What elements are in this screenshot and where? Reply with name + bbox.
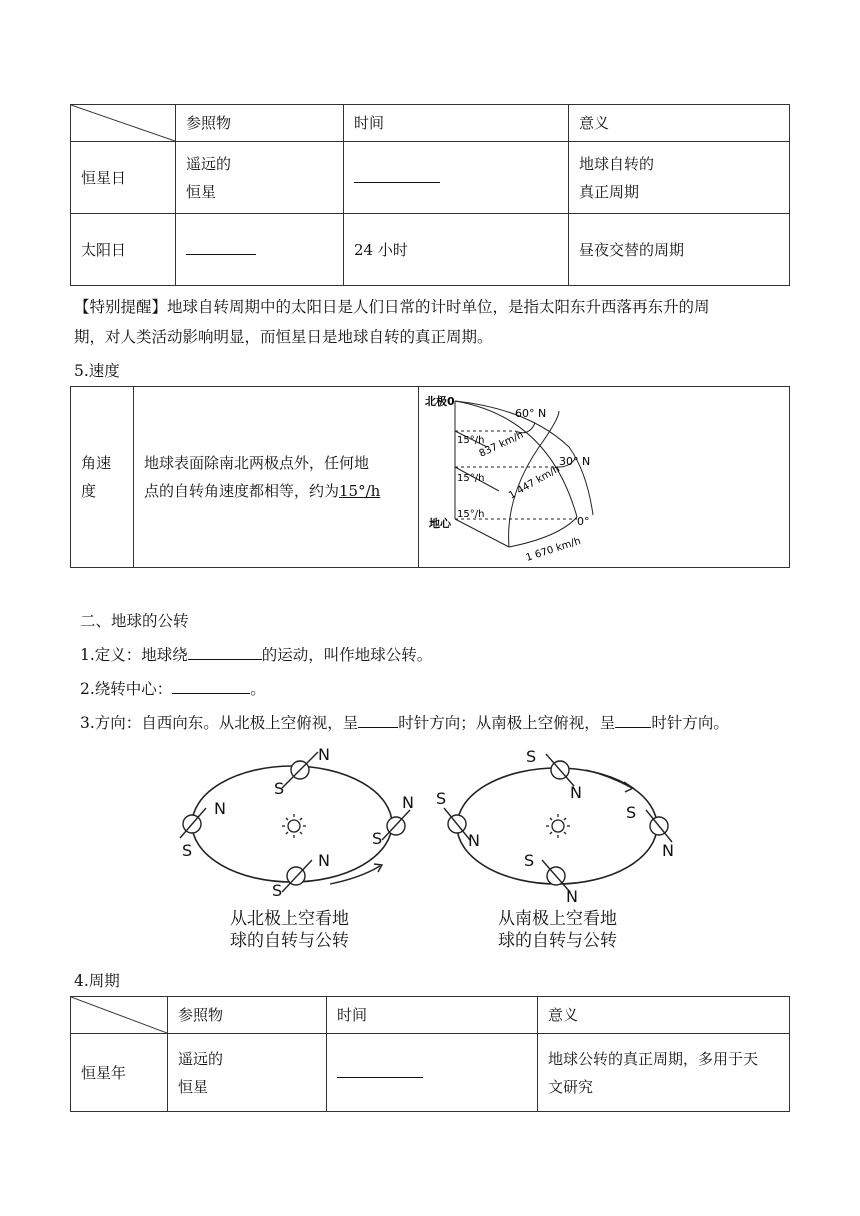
diagonal-header-cell — [71, 105, 176, 142]
reference-line1: 遥远的 — [178, 1049, 224, 1068]
fill-blank[interactable] — [358, 709, 398, 728]
speed-label-cell — [71, 387, 134, 568]
header-time: 时间 — [327, 997, 538, 1034]
north-label: N — [318, 851, 330, 870]
speed-label-0: 1 670 km/h — [524, 535, 583, 564]
south-label: S — [272, 881, 283, 900]
meaning-cell — [538, 1034, 790, 1112]
lat-0-label: 0° — [577, 515, 590, 528]
north-pole-label: 北极0 — [425, 395, 455, 408]
south-label: S — [372, 829, 383, 848]
equator-radius — [455, 519, 509, 547]
header-meaning: 意义 — [569, 105, 790, 142]
speed-desc-line2 — [144, 477, 408, 505]
header-reference: 参照物 — [176, 105, 344, 142]
south-label: S — [526, 747, 537, 766]
south-label: S — [626, 803, 637, 822]
speed-diagram-cell — [419, 387, 790, 568]
speed-label-60: 837 km/h — [477, 429, 526, 460]
north-label: N — [662, 841, 674, 860]
speed-desc-text: 点的自转角速度都相等，约为 — [144, 482, 340, 500]
sun-icon — [282, 814, 306, 838]
meaning-line1: 地球公转的真正周期，多用于天 — [548, 1049, 759, 1068]
omega-label-0: 15°/h — [457, 509, 485, 520]
north-view-orbit — [180, 745, 414, 900]
left-caption-line1: 从北极上空看地 — [230, 909, 349, 929]
reference-cell — [176, 142, 344, 214]
speed-desc-line1: 地球表面除南北两极点外，任何地 — [144, 454, 370, 472]
header-time: 时间 — [344, 105, 569, 142]
orbit-direction-arrow — [586, 770, 632, 788]
speed-heading: 5.速度 — [74, 362, 120, 380]
fill-blank[interactable] — [188, 641, 262, 660]
orbit-figures — [170, 742, 690, 957]
fill-blank[interactable] — [186, 236, 256, 255]
omega-label-60: 15°/h — [457, 435, 485, 446]
direction-post: 时针方向。 — [651, 714, 729, 732]
lat-30-label: 30° N — [559, 455, 591, 468]
reference-cell — [176, 214, 344, 286]
fill-blank[interactable] — [172, 675, 250, 694]
meaning-line2: 真正周期 — [579, 182, 640, 201]
south-view-orbit — [436, 747, 674, 906]
direction-line — [80, 708, 729, 738]
rotation-period-table — [70, 104, 790, 286]
south-label: S — [182, 841, 193, 860]
north-label: N — [318, 745, 330, 764]
fill-blank[interactable] — [337, 1059, 423, 1078]
reference-line2: 恒星 — [178, 1077, 209, 1096]
row-label: 恒星年 — [71, 1034, 168, 1112]
fill-blank[interactable] — [615, 709, 651, 728]
revolution-heading: 二、地球的公转 — [80, 612, 189, 630]
header-meaning: 意义 — [538, 997, 790, 1034]
reference-line2: 恒星 — [186, 182, 217, 201]
center-line — [80, 674, 266, 704]
definition-post: 的运动，叫作地球公转。 — [261, 646, 433, 664]
north-label: N — [214, 799, 226, 818]
speed-table — [70, 386, 790, 568]
special-reminder — [74, 292, 794, 352]
south-label: S — [274, 779, 285, 798]
north-label: N — [566, 887, 578, 906]
diagonal-header-cell — [71, 997, 168, 1034]
meaning-cell — [569, 142, 790, 214]
direction-mid: 时针方向；从南极上空俯视，呈 — [398, 714, 616, 732]
reference-cell — [168, 1034, 327, 1112]
omega-label-30: 15°/h — [457, 473, 485, 484]
right-caption-line1: 从南极上空看地 — [498, 909, 617, 929]
fill-blank[interactable] — [354, 164, 440, 183]
definition-line — [80, 640, 432, 670]
time-cell: 24 小时 — [344, 214, 569, 286]
speed-label-line2: 度 — [81, 482, 97, 500]
speed-label-line1: 角速 — [81, 454, 112, 472]
earth-center-label: 地心 — [429, 517, 451, 530]
diagonal-line — [71, 997, 167, 1033]
sun-icon — [546, 814, 570, 838]
speed-desc-cell — [134, 387, 419, 568]
center-post: 。 — [250, 680, 266, 698]
definition-pre: 1.定义：地球绕 — [80, 646, 188, 664]
earth-rotation-speed-diagram — [419, 387, 789, 567]
reminder-line2: 期，对人类活动影响明显，而恒星日是地球自转的真正周期。 — [74, 328, 493, 346]
north-label: N — [570, 783, 582, 802]
speed-label-30: 1 447 km/h — [507, 463, 562, 502]
meaning-line2: 文研究 — [548, 1077, 594, 1096]
diagonal-line — [71, 105, 175, 141]
north-label: N — [402, 793, 414, 812]
time-cell — [327, 1034, 538, 1112]
revolution-period-table — [70, 996, 790, 1112]
row-label: 恒星日 — [71, 142, 176, 214]
left-caption-line2: 球的自转与公转 — [230, 931, 349, 951]
lat-60-label: 60° N — [515, 407, 547, 420]
row-label: 太阳日 — [71, 214, 176, 286]
south-label: S — [524, 851, 535, 870]
reminder-line1: 【特别提醒】地球自转周期中的太阳日是人们日常的计时单位，是指太阳东升西落再东升的周 — [74, 298, 710, 316]
center-pre: 2.绕转中心： — [80, 680, 173, 698]
time-cell — [344, 142, 569, 214]
reference-line1: 遥远的 — [186, 154, 232, 173]
angular-speed-value: 15°/h — [339, 482, 381, 500]
direction-pre: 3.方向：自西向东。从北极上空俯视，呈 — [80, 714, 359, 732]
meaning-line1: 地球自转的 — [579, 154, 655, 173]
header-reference: 参照物 — [168, 997, 327, 1034]
south-label: S — [436, 789, 447, 808]
north-label: N — [468, 831, 480, 850]
meaning-cell: 昼夜交替的周期 — [569, 214, 790, 286]
period-heading: 4.周期 — [74, 972, 120, 990]
right-caption-line2: 球的自转与公转 — [498, 931, 617, 951]
